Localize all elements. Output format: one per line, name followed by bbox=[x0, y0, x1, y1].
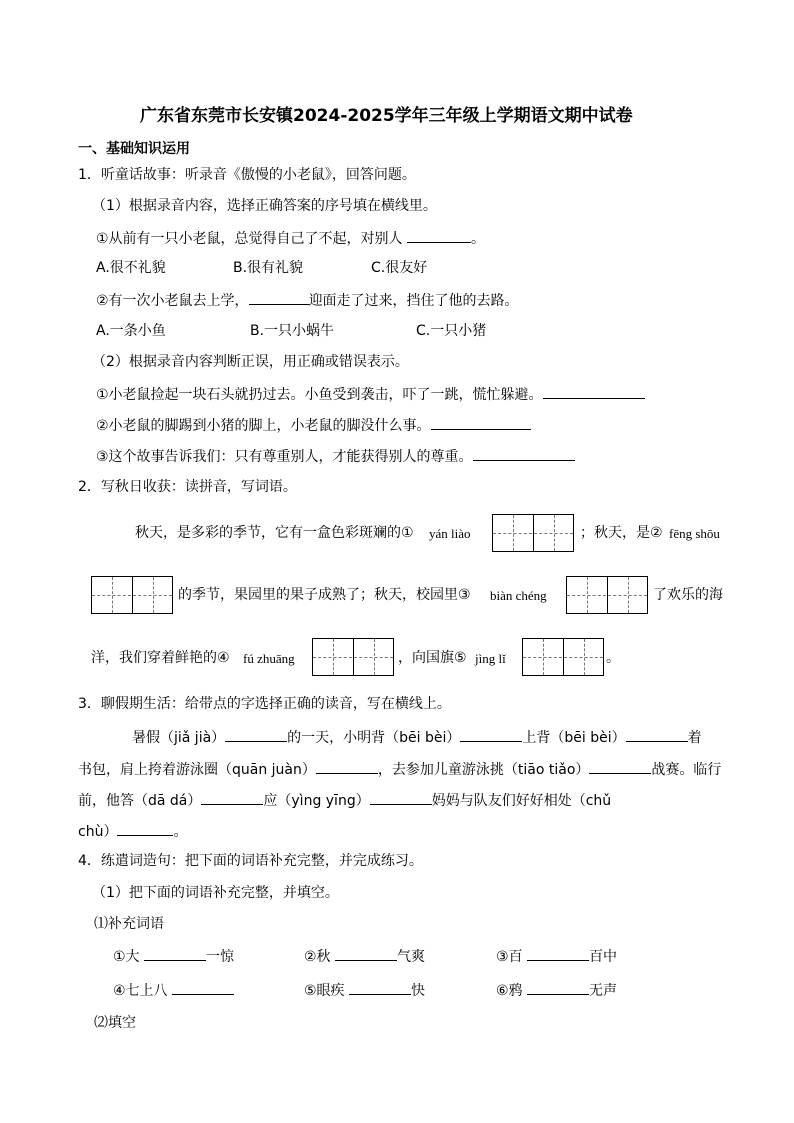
answer-blank[interactable] bbox=[316, 759, 378, 774]
q2-pinyin-1: yán liào bbox=[429, 526, 471, 541]
word-suffix: 气爽 bbox=[397, 949, 426, 965]
q3-line3 bbox=[78, 790, 611, 810]
writing-box-4[interactable] bbox=[312, 638, 394, 676]
q1-sentence1 bbox=[96, 228, 485, 248]
q3-l1-seg2: 的一天，小明背（bēi bèi） bbox=[287, 730, 461, 746]
answer-blank[interactable] bbox=[407, 228, 471, 243]
q1-judge1 bbox=[96, 384, 645, 404]
answer-blank[interactable] bbox=[249, 290, 309, 305]
q3-l3-seg3: 妈妈与队友们好好相处（chǔ bbox=[431, 793, 612, 809]
word-suffix: 无声 bbox=[589, 983, 618, 999]
answer-blank[interactable] bbox=[225, 727, 287, 742]
page-title: 广东省东莞市长安镇2024-2025学年三年级上学期语文期中试卷 bbox=[140, 106, 633, 126]
q1-part1: （1）根据录音内容，选择正确答案的序号填在横线里。 bbox=[92, 198, 437, 214]
q2-line2-text-b: 了欢乐的海 bbox=[653, 587, 723, 603]
q4-word-5 bbox=[304, 980, 425, 1000]
q3-line4 bbox=[78, 821, 187, 841]
word-prefix: ⑤眼疾 bbox=[304, 983, 345, 999]
q4-word-3 bbox=[496, 946, 617, 966]
q1-s2-text-b: 迎面走了过来，挡住了他的去路。 bbox=[308, 293, 519, 309]
q1-s2-option-c: C.一只小猪 bbox=[416, 323, 487, 339]
q1-judge2 bbox=[96, 415, 531, 435]
q4-sub2: ⑵填空 bbox=[94, 1015, 136, 1031]
answer-blank[interactable] bbox=[117, 821, 173, 836]
q3-l3-seg1: 前，他答（dā dá） bbox=[78, 793, 202, 809]
q4-word-4 bbox=[113, 980, 234, 1000]
q2-line3-end: 。 bbox=[606, 650, 620, 666]
q1-j2-text: ②小老鼠的脚踢到小猪的脚上，小老鼠的脚没什么事。 bbox=[96, 418, 431, 434]
q3-line1 bbox=[132, 727, 702, 747]
q4-word-2 bbox=[304, 946, 425, 966]
q2-line2-text: 的季节，果园里的果子成熟了；秋天，校园里③ bbox=[178, 587, 471, 603]
q2-pinyin-5: jìng lǐ bbox=[475, 651, 506, 666]
answer-blank[interactable] bbox=[626, 727, 688, 742]
q3-l3-seg2: 应（yìng yīng） bbox=[263, 793, 370, 809]
q1-s1-text: ①从前有一只小老鼠，总觉得自己了不起，对别人 bbox=[96, 231, 403, 247]
q3-l4-seg1: chù） bbox=[78, 824, 118, 840]
q1-j1-text: ①小老鼠捡起一块石头就扔过去。小鱼受到袭击，吓了一跳，慌忙躲避。 bbox=[96, 387, 543, 403]
q1-sentence2 bbox=[96, 290, 519, 310]
writing-box-2[interactable] bbox=[91, 576, 173, 614]
writing-box-5[interactable] bbox=[522, 638, 604, 676]
q1-part2: （2）根据录音内容判断正误，用正确或错误表示。 bbox=[92, 354, 409, 370]
q2-line1-text-b: ；秋天，是② bbox=[580, 525, 663, 541]
answer-blank[interactable] bbox=[431, 415, 531, 430]
q1-s2-text-a: ②有一次小老鼠去上学， bbox=[96, 293, 249, 309]
word-suffix: 快 bbox=[411, 983, 426, 999]
q1-s1-end: 。 bbox=[471, 231, 486, 247]
word-suffix: 一惊 bbox=[206, 949, 235, 965]
q2-line3-text-b: ，向国旗⑤ bbox=[398, 650, 467, 666]
word-prefix: ①大 bbox=[113, 949, 140, 965]
q2-pinyin-3: biàn chéng bbox=[490, 588, 547, 603]
q2-line3-text: 洋，我们穿着鲜艳的④ bbox=[91, 650, 230, 666]
q1-s1-option-c: C.很友好 bbox=[371, 260, 428, 276]
q4-stem: 4．练遣词造句：把下面的词语补充完整，并完成练习。 bbox=[78, 853, 423, 869]
answer-blank[interactable] bbox=[589, 759, 651, 774]
q1-s1-option-b: B.很有礼貌 bbox=[233, 260, 304, 276]
q4-word-1 bbox=[113, 946, 234, 966]
q1-s2-option-b: B.一只小蜗牛 bbox=[250, 323, 335, 339]
q3-l1-seg4: 着 bbox=[687, 730, 702, 746]
answer-blank[interactable] bbox=[370, 790, 432, 805]
answer-blank[interactable] bbox=[144, 946, 206, 961]
answer-blank[interactable] bbox=[543, 384, 645, 399]
word-prefix: ③百 bbox=[496, 949, 523, 965]
writing-box-3[interactable] bbox=[566, 576, 648, 614]
word-prefix: ⑥鸦 bbox=[496, 983, 523, 999]
q4-word-6 bbox=[496, 980, 617, 1000]
q3-l1-seg3: 上背（bēi bèi） bbox=[522, 730, 626, 746]
q2-pinyin-4: fú zhuāng bbox=[243, 651, 295, 666]
word-suffix: 百中 bbox=[589, 949, 618, 965]
q3-l1-seg1: 暑假（jiǎ jià） bbox=[132, 730, 226, 746]
word-prefix: ④七上八 bbox=[113, 983, 168, 999]
q3-l2-seg1: 书包，肩上挎着游泳圈（quān juàn） bbox=[78, 762, 316, 778]
q1-judge3 bbox=[96, 446, 575, 466]
answer-blank[interactable] bbox=[349, 980, 411, 995]
q3-l2-seg3: 战赛。临行 bbox=[651, 762, 722, 778]
q1-s2-option-a: A.一条小鱼 bbox=[96, 323, 166, 339]
writing-box-1[interactable] bbox=[492, 514, 574, 552]
answer-blank[interactable] bbox=[335, 946, 397, 961]
answer-blank[interactable] bbox=[460, 727, 522, 742]
q4-part1: （1）把下面的词语补充完整，并填空。 bbox=[92, 885, 339, 901]
q2-pinyin-2: fēng shōu bbox=[669, 526, 720, 541]
answer-blank[interactable] bbox=[473, 446, 575, 461]
section-heading: 一、基础知识运用 bbox=[78, 141, 190, 157]
answer-blank[interactable] bbox=[527, 980, 589, 995]
q3-l2-seg2: ，去参加儿童游泳挑（tiāo tiǎo） bbox=[377, 762, 590, 778]
answer-blank[interactable] bbox=[172, 980, 234, 995]
answer-blank[interactable] bbox=[527, 946, 589, 961]
q1-s1-option-a: A.很不礼貌 bbox=[96, 260, 166, 276]
q3-stem: 3．聊假期生活：给带点的字选择正确的读音，写在横线上。 bbox=[78, 696, 451, 712]
q1-j3-text: ③这个故事告诉我们：只有尊重别人，才能获得别人的尊重。 bbox=[96, 449, 473, 465]
q3-l4-seg2: 。 bbox=[173, 824, 188, 840]
q1-stem: 1．听童话故事：听录音《傲慢的小老鼠》，回答问题。 bbox=[78, 167, 416, 183]
answer-blank[interactable] bbox=[201, 790, 263, 805]
q3-line2 bbox=[78, 759, 721, 779]
word-prefix: ②秋 bbox=[304, 949, 331, 965]
q2-line1-text: 秋天，是多彩的季节，它有一盒色彩斑斓的① bbox=[135, 525, 414, 541]
q4-sub1: ⑴补充词语 bbox=[94, 916, 164, 932]
q2-stem: 2．写秋日收获：读拼音，写词语。 bbox=[78, 479, 297, 495]
